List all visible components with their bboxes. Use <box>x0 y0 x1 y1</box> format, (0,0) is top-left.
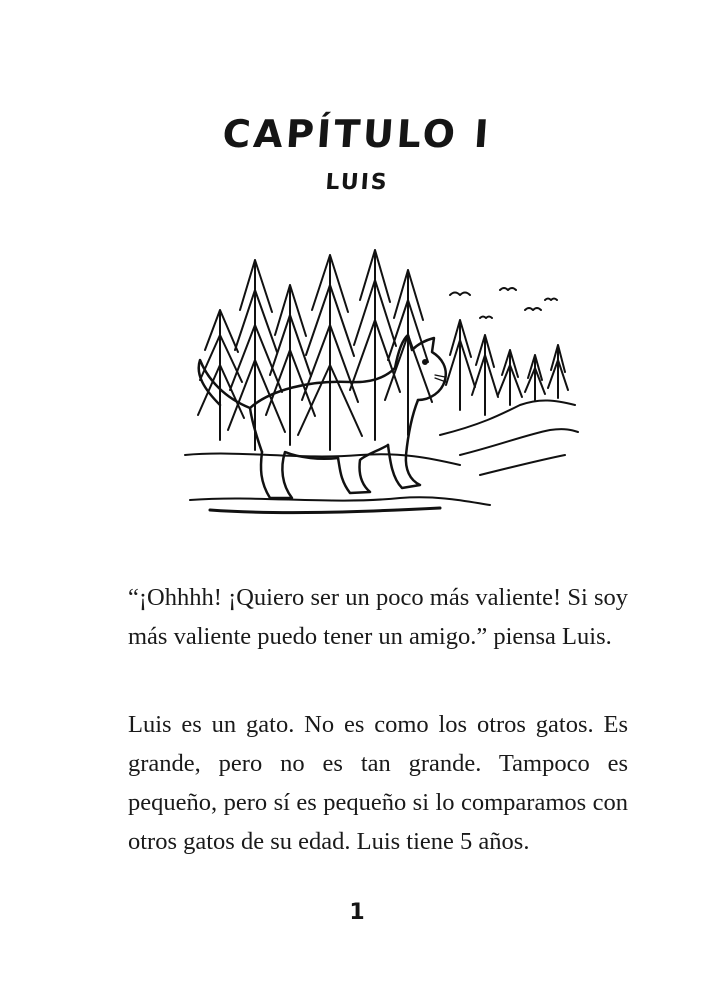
cat-in-forest-illustration <box>180 240 580 520</box>
page-number: 1 <box>349 900 365 925</box>
chapter-title: CAPÍTULO I <box>221 112 493 156</box>
paragraph-2: Luis es un gato. No es como los otros gatos. Es grande, pero no es tan grande. Tampoco es pequeño, pero sí es pequeño si lo comparamos con otros gatos de su edad. Luis tiene 5 años. <box>128 711 628 855</box>
chapter-subtitle: LUIS <box>324 170 390 195</box>
paragraph-1: “¡Ohhhh! ¡Quiero ser un poco más valiente! Si soy más valiente puedo tener un amigo.” piensa Luis. <box>128 584 628 650</box>
